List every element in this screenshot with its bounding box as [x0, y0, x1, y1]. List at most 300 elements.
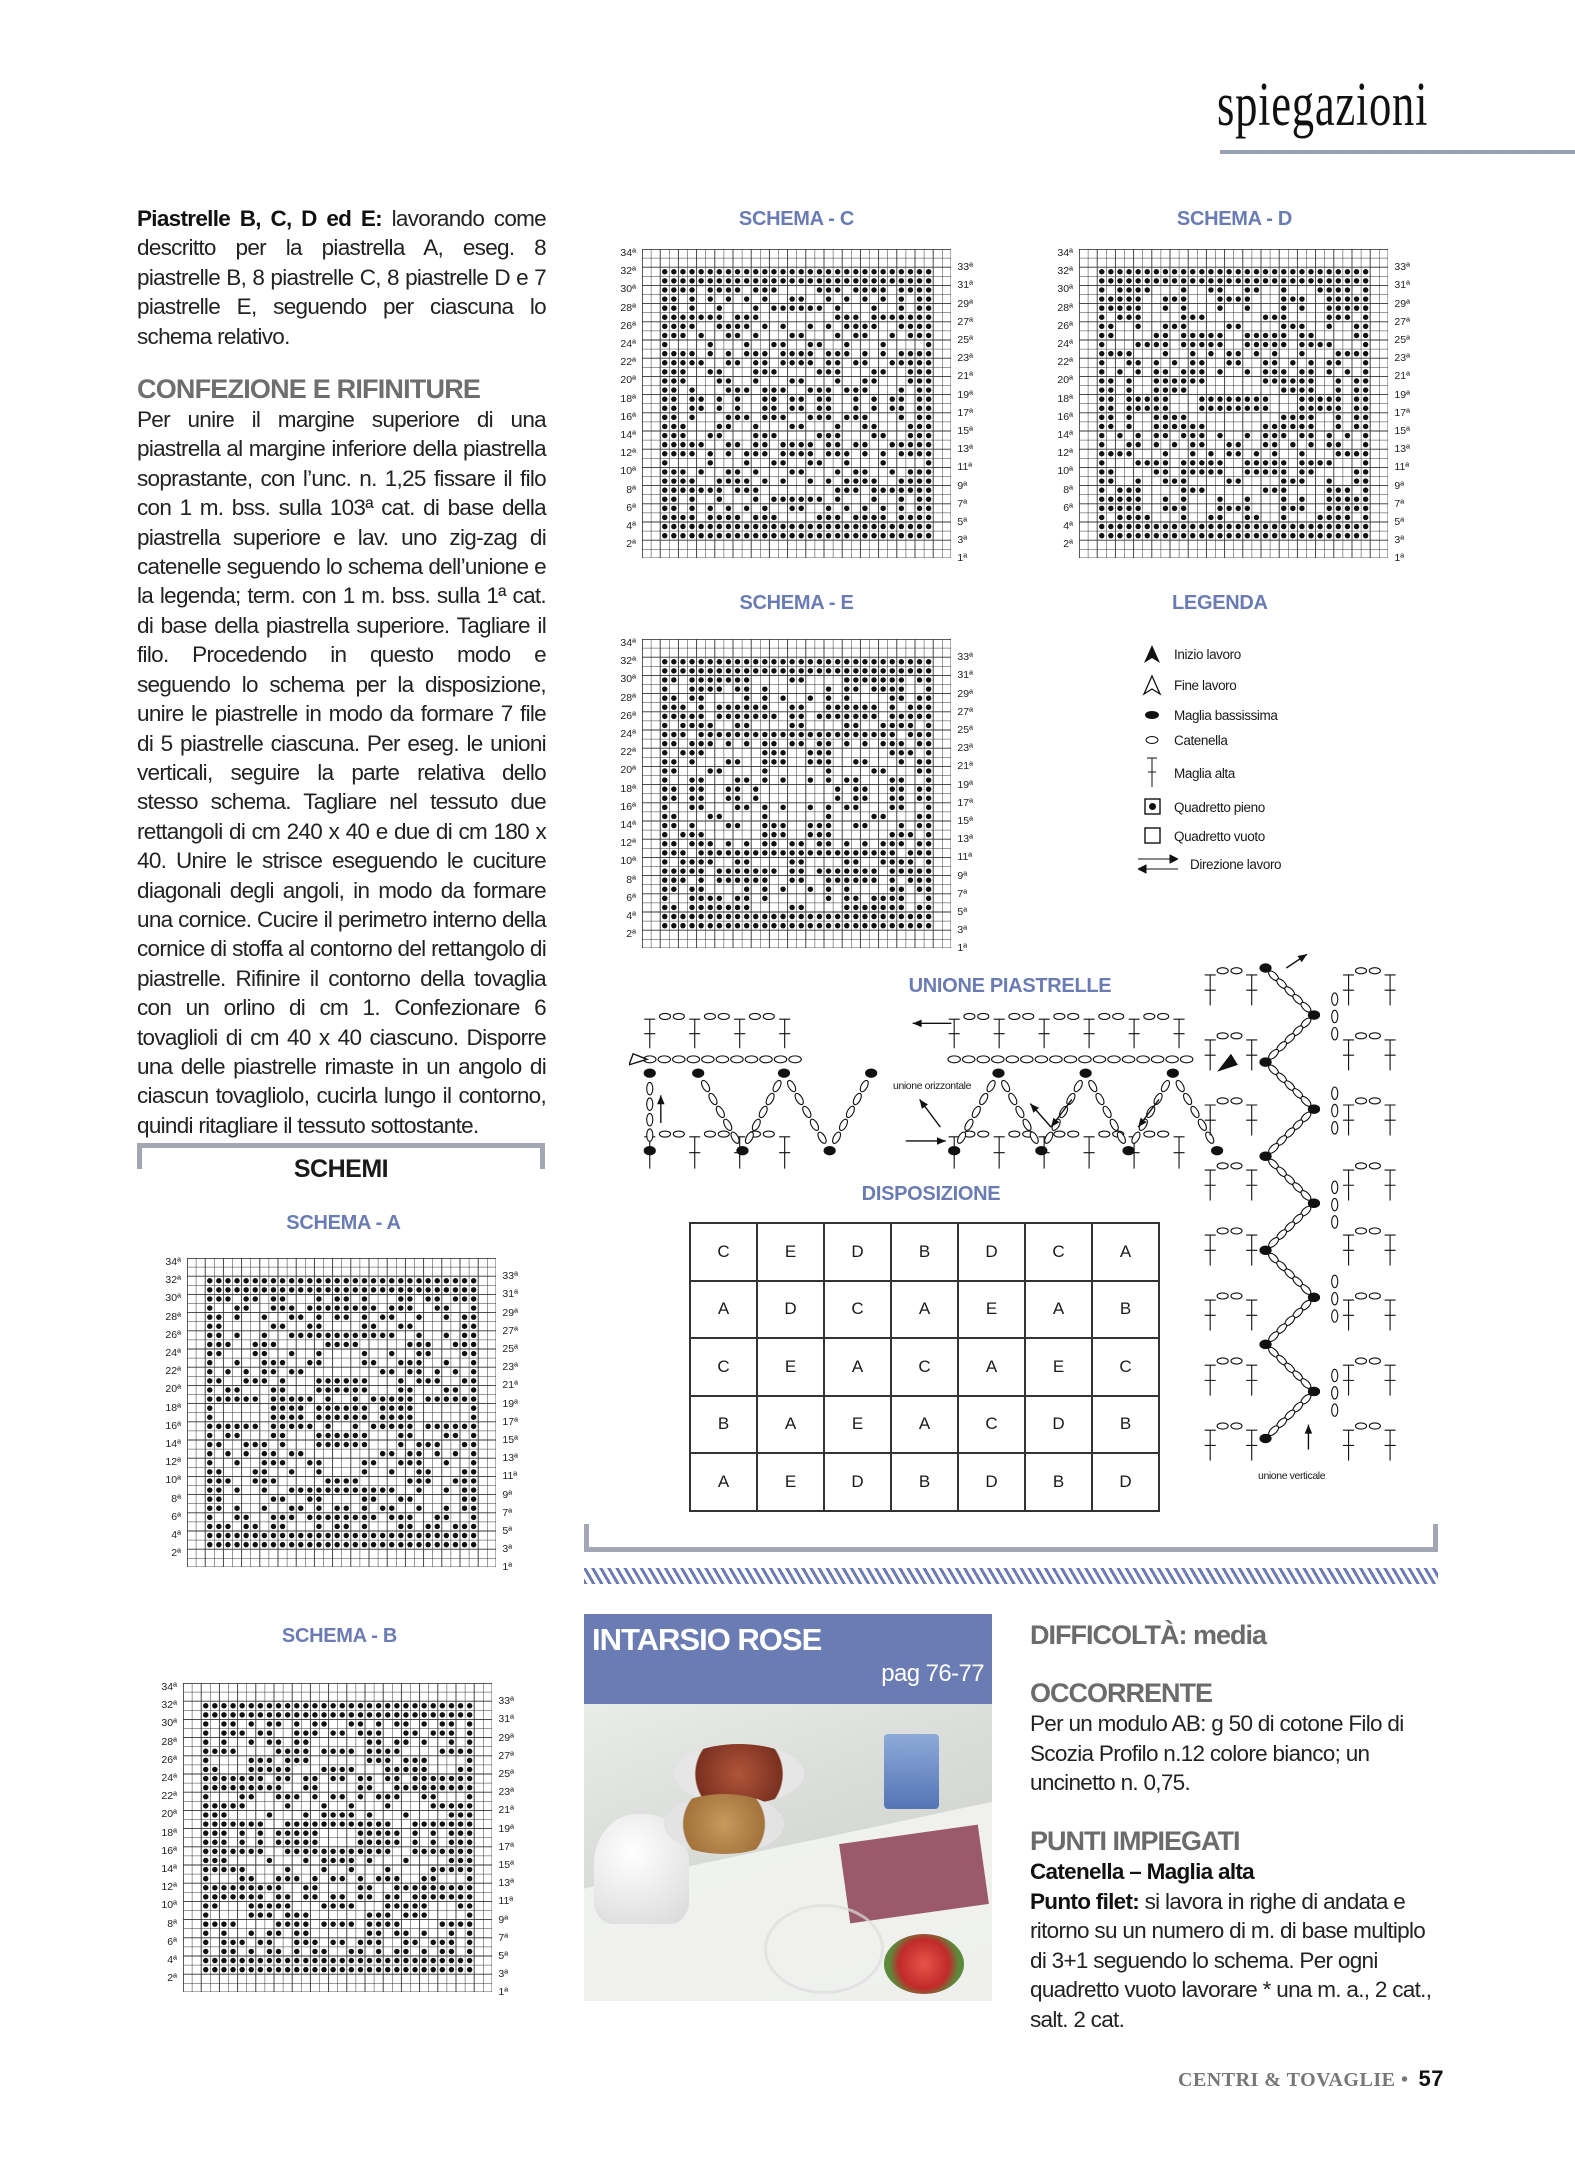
- chain-stitch: [1217, 1423, 1228, 1429]
- filled-square-dot: [1181, 387, 1186, 392]
- filled-square-dot: [917, 451, 922, 456]
- filled-square-dot: [1327, 524, 1332, 529]
- filled-square-dot: [1126, 451, 1131, 456]
- filled-square-dot: [808, 695, 813, 700]
- chain-stitch: [1113, 1013, 1124, 1019]
- direction-arrow-icon: [906, 1137, 946, 1145]
- filled-square-dot: [234, 1542, 239, 1547]
- filled-square-dot: [216, 1524, 221, 1529]
- filled-square-dot: [203, 1849, 208, 1854]
- filled-square-dot: [789, 360, 794, 365]
- filled-square-dot: [380, 1506, 385, 1511]
- filled-square-dot: [207, 1487, 212, 1492]
- filled-square-dot: [216, 1542, 221, 1547]
- filled-square-dot: [462, 1533, 467, 1538]
- filled-square-dot: [1308, 378, 1313, 383]
- chain-stitch: [1158, 1131, 1169, 1137]
- filled-square-dot: [899, 777, 904, 782]
- filled-square-dot: [307, 1287, 312, 1292]
- filled-square-dot: [1117, 296, 1122, 301]
- filled-square-dot: [1108, 396, 1113, 401]
- filled-square-dot: [1245, 497, 1250, 502]
- filled-square-dot: [926, 305, 931, 310]
- filled-square-dot: [234, 1506, 239, 1511]
- filled-square-dot: [1281, 478, 1286, 483]
- filled-square-dot: [1126, 424, 1131, 429]
- filled-square-dot: [253, 1442, 258, 1447]
- filled-square-dot: [258, 1776, 263, 1781]
- filled-square-dot: [662, 524, 667, 529]
- filled-square-dot: [789, 442, 794, 447]
- row-label: 16ª: [161, 1844, 177, 1857]
- direction-arrow-icon: [1030, 1104, 1051, 1128]
- filled-square-dot: [835, 269, 840, 274]
- filled-square-dot: [826, 406, 831, 411]
- filled-square-dot: [1190, 442, 1195, 447]
- filled-square-dot: [212, 1840, 217, 1845]
- filled-square-dot: [890, 832, 895, 837]
- filled-square-dot: [334, 1524, 339, 1529]
- row-label: 2ª: [626, 928, 636, 941]
- filled-square-dot: [698, 841, 703, 846]
- filled-square-dot: [416, 1442, 421, 1447]
- filled-square-dot: [285, 1749, 290, 1754]
- filled-square-dot: [926, 442, 931, 447]
- filled-square-dot: [1217, 433, 1222, 438]
- filled-square-dot: [303, 1967, 308, 1972]
- filled-square-dot: [662, 659, 667, 664]
- filled-square-dot: [862, 841, 867, 846]
- row-label: 5ª: [502, 1524, 513, 1537]
- filled-square-dot: [376, 1703, 381, 1708]
- filled-square-dot: [1108, 478, 1113, 483]
- filet-grid-svg: [183, 1683, 492, 1992]
- filled-square-dot: [362, 1278, 367, 1283]
- filled-square-dot: [1263, 406, 1268, 411]
- filled-square-dot: [330, 1940, 335, 1945]
- filled-square-dot: [325, 1415, 330, 1420]
- filled-square-dot: [1254, 533, 1259, 538]
- filled-square-dot: [440, 1721, 445, 1726]
- filled-square-dot: [1299, 333, 1304, 338]
- filled-square-dot: [358, 1885, 363, 1890]
- filled-square-dot: [294, 1949, 299, 1954]
- row-label: 26ª: [161, 1753, 177, 1766]
- filled-square-dot: [1327, 324, 1332, 329]
- filled-square-dot: [1245, 406, 1250, 411]
- filled-square-dot: [808, 832, 813, 837]
- chain-stitch: [647, 1082, 653, 1094]
- filled-square-dot: [844, 705, 849, 710]
- filled-square-dot: [826, 396, 831, 401]
- filled-square-dot: [440, 1803, 445, 1808]
- filled-square-dot: [662, 668, 667, 673]
- filled-square-dot: [890, 777, 895, 782]
- filled-square-dot: [221, 1858, 226, 1863]
- filled-square-dot: [680, 478, 685, 483]
- filled-square-dot: [303, 1703, 308, 1708]
- filled-square-dot: [1290, 387, 1295, 392]
- filled-square-dot: [425, 1424, 430, 1429]
- filled-square-dot: [271, 1524, 276, 1529]
- filled-square-dot: [285, 1821, 290, 1826]
- filled-square-dot: [1154, 278, 1159, 283]
- double-crochet-stitch: [1246, 975, 1257, 1005]
- filled-square-dot: [340, 1776, 345, 1781]
- row-label: 4ª: [167, 1954, 177, 1966]
- filled-square-dot: [425, 1278, 430, 1283]
- filled-square-dot: [899, 796, 904, 801]
- filled-square-dot: [1099, 524, 1104, 529]
- filled-square-dot: [1354, 296, 1359, 301]
- chain-stitch: [978, 1092, 989, 1106]
- filled-square-dot: [899, 524, 904, 529]
- filled-square-dot: [662, 460, 667, 465]
- filled-square-dot: [416, 1278, 421, 1283]
- filled-square-dot: [253, 1542, 258, 1547]
- filled-square-dot: [330, 1849, 335, 1854]
- filled-square-dot: [862, 296, 867, 301]
- filled-square-dot: [340, 1749, 345, 1754]
- filled-square-dot: [1354, 533, 1359, 538]
- filled-square-dot: [717, 896, 722, 901]
- filled-square-dot: [1135, 324, 1140, 329]
- slip-stitch-dot: [644, 1069, 655, 1077]
- filled-square-dot: [303, 1785, 308, 1790]
- filled-square-dot: [1208, 396, 1213, 401]
- filled-square-dot: [358, 1949, 363, 1954]
- chain-stitch: [1231, 1163, 1242, 1169]
- filled-square-dot: [1272, 269, 1277, 274]
- filled-square-dot: [1272, 278, 1277, 283]
- filled-square-dot: [762, 668, 767, 673]
- filled-square-dot: [917, 333, 922, 338]
- filled-square-dot: [844, 460, 849, 465]
- filled-square-dot: [698, 469, 703, 474]
- filled-square-dot: [826, 750, 831, 755]
- filled-square-dot: [917, 524, 922, 529]
- filled-square-dot: [862, 378, 867, 383]
- filled-square-dot: [212, 1921, 217, 1926]
- filled-square-dot: [376, 1794, 381, 1799]
- filled-square-dot: [671, 433, 676, 438]
- filled-square-dot: [203, 1712, 208, 1717]
- filled-square-dot: [1308, 369, 1313, 374]
- filled-square-dot: [435, 1515, 440, 1520]
- filled-square-dot: [1336, 296, 1341, 301]
- filled-square-dot: [799, 497, 804, 502]
- filled-square-dot: [762, 841, 767, 846]
- filled-square-dot: [671, 378, 676, 383]
- chain-stitch: [1050, 1056, 1062, 1063]
- filled-square-dot: [398, 1324, 403, 1329]
- filled-square-dot: [680, 487, 685, 492]
- filled-square-dot: [334, 1515, 339, 1520]
- filled-square-dot: [835, 369, 840, 374]
- chain-stitch: [1099, 1013, 1110, 1019]
- filled-square-dot: [717, 378, 722, 383]
- filled-square-dot: [385, 1958, 390, 1963]
- filled-square-dot: [431, 1712, 436, 1717]
- filled-square-dot: [771, 497, 776, 502]
- filled-square-dot: [340, 1858, 345, 1863]
- tile-cell: A: [690, 1281, 757, 1339]
- filled-square-dot: [808, 269, 813, 274]
- filled-square-dot: [271, 1515, 276, 1520]
- filled-square-dot: [853, 877, 858, 882]
- filled-square-dot: [203, 1739, 208, 1744]
- chain-stitch: [1217, 1293, 1228, 1299]
- filled-square-dot: [1217, 269, 1222, 274]
- filled-square-dot: [416, 1342, 421, 1347]
- filled-square-dot: [1172, 296, 1177, 301]
- filled-square-dot: [880, 342, 885, 347]
- filled-square-dot: [744, 914, 749, 919]
- chain-stitch: [1101, 1105, 1112, 1119]
- filled-square-dot: [367, 1830, 372, 1835]
- filled-square-dot: [431, 1867, 436, 1872]
- filled-square-dot: [662, 497, 667, 502]
- filled-square-dot: [398, 1515, 403, 1520]
- filled-square-dot: [808, 759, 813, 764]
- filled-square-dot: [1354, 406, 1359, 411]
- filled-square-dot: [735, 659, 740, 664]
- filled-square-dot: [680, 923, 685, 928]
- double-crochet-stitch: [1385, 1105, 1396, 1135]
- filled-square-dot: [917, 278, 922, 283]
- filled-square-dot: [662, 324, 667, 329]
- tile-cell: C: [690, 1223, 757, 1281]
- filled-square-dot: [1308, 406, 1313, 411]
- filled-square-dot: [203, 1767, 208, 1772]
- filled-square-dot: [689, 859, 694, 864]
- filled-square-dot: [298, 1369, 303, 1374]
- filled-square-dot: [835, 451, 840, 456]
- filled-square-dot: [353, 1387, 358, 1392]
- filled-square-dot: [1108, 469, 1113, 474]
- filled-square-dot: [1199, 433, 1204, 438]
- filled-square-dot: [680, 524, 685, 529]
- filled-square-dot: [799, 723, 804, 728]
- filled-square-dot: [726, 533, 731, 538]
- filled-square-dot: [1345, 497, 1350, 502]
- horizontal-union-label: unione orizzontale: [893, 1080, 972, 1092]
- filled-square-dot: [344, 1524, 349, 1529]
- filled-square-dot: [871, 287, 876, 292]
- row-label: 17ª: [1394, 406, 1410, 419]
- filled-square-dot: [771, 415, 776, 420]
- filled-square-dot: [316, 1387, 321, 1392]
- filled-square-dot: [262, 1487, 267, 1492]
- filled-square-dot: [680, 914, 685, 919]
- filled-square-dot: [271, 1478, 276, 1483]
- filled-square-dot: [221, 1749, 226, 1754]
- chain-stitch: [1231, 968, 1242, 974]
- filled-square-dot: [243, 1305, 248, 1310]
- filled-square-dot: [689, 396, 694, 401]
- filled-square-dot: [367, 1840, 372, 1845]
- filled-square-dot: [662, 777, 667, 782]
- filled-square-dot: [212, 1812, 217, 1817]
- filled-square-dot: [303, 1931, 308, 1936]
- filled-square-dot: [1263, 369, 1268, 374]
- filled-square-dot: [1299, 460, 1304, 465]
- filled-square-dot: [826, 868, 831, 873]
- filled-square-dot: [926, 333, 931, 338]
- filled-square-dot: [1272, 351, 1277, 356]
- filled-square-dot: [1363, 442, 1368, 447]
- filled-square-dot: [389, 1333, 394, 1338]
- tile-cell: C: [1092, 1338, 1159, 1396]
- filled-square-dot: [844, 850, 849, 855]
- filled-square-dot: [799, 360, 804, 365]
- filled-square-dot: [826, 360, 831, 365]
- filled-square-dot: [817, 415, 822, 420]
- filled-square-dot: [1236, 524, 1241, 529]
- row-label: 21ª: [1394, 370, 1410, 383]
- filled-square-dot: [449, 1730, 454, 1735]
- filled-square-dot: [398, 1305, 403, 1310]
- filled-square-dot: [1199, 424, 1204, 429]
- filled-square-dot: [1172, 524, 1177, 529]
- filled-square-dot: [890, 668, 895, 673]
- filled-square-dot: [440, 1885, 445, 1890]
- filled-square-dot: [1308, 269, 1313, 274]
- schema-a-grid: [165, 1256, 518, 1574]
- filled-square-dot: [471, 1442, 476, 1447]
- filled-square-dot: [753, 515, 758, 520]
- filled-square-dot: [917, 533, 922, 538]
- filled-square-dot: [799, 278, 804, 283]
- filled-square-dot: [1117, 515, 1122, 520]
- tile-cell: C: [891, 1338, 958, 1396]
- filled-square-dot: [1299, 296, 1304, 301]
- filled-square-dot: [1208, 451, 1213, 456]
- filled-square-dot: [1117, 433, 1122, 438]
- filled-square-dot: [1327, 315, 1332, 320]
- filled-square-dot: [421, 1903, 426, 1908]
- row-label: 8ª: [171, 1492, 181, 1505]
- filled-square-dot: [926, 460, 931, 465]
- filled-square-dot: [321, 1921, 326, 1926]
- filled-square-dot: [753, 923, 758, 928]
- filled-square-dot: [1308, 415, 1313, 420]
- filled-square-dot: [1217, 497, 1222, 502]
- filled-square-dot: [708, 369, 713, 374]
- filled-square-dot: [385, 1794, 390, 1799]
- filled-square-dot: [376, 1821, 381, 1826]
- filled-square-dot: [416, 1360, 421, 1365]
- filled-square-dot: [753, 705, 758, 710]
- filled-square-dot: [899, 287, 904, 292]
- chain-stitch: [1137, 1056, 1149, 1063]
- filled-square-dot: [1263, 424, 1268, 429]
- filled-square-dot: [425, 1533, 430, 1538]
- filled-square-dot: [780, 823, 785, 828]
- filled-square-dot: [1199, 333, 1204, 338]
- filled-square-dot: [826, 659, 831, 664]
- chain-stitch: [704, 1013, 715, 1019]
- filled-square-dot: [835, 714, 840, 719]
- filled-square-dot: [680, 877, 685, 882]
- filled-square-dot: [890, 723, 895, 728]
- filled-square-dot: [1299, 387, 1304, 392]
- filled-square-dot: [1327, 478, 1332, 483]
- chain-stitch: [1065, 1092, 1076, 1106]
- filled-square-dot: [458, 1776, 463, 1781]
- filled-square-dot: [762, 914, 767, 919]
- filled-square-dot: [708, 741, 713, 746]
- filled-square-dot: [744, 460, 749, 465]
- row-label: 26ª: [620, 319, 636, 332]
- filled-square-dot: [762, 868, 767, 873]
- slip-stitch-dot: [1260, 1058, 1271, 1066]
- filled-square-dot: [367, 1821, 372, 1826]
- filled-square-dot: [1117, 451, 1122, 456]
- filled-square-dot: [908, 278, 913, 283]
- filled-square-dot: [416, 1378, 421, 1383]
- filled-square-dot: [1281, 369, 1286, 374]
- filled-square-dot: [880, 850, 885, 855]
- filled-square-dot: [416, 1506, 421, 1511]
- filled-square-dot: [698, 750, 703, 755]
- row-label: 25ª: [1394, 333, 1410, 346]
- filled-square-dot: [412, 1967, 417, 1972]
- row-label: 15ª: [957, 424, 973, 437]
- filled-square-dot: [1281, 533, 1286, 538]
- filled-square-dot: [216, 1342, 221, 1347]
- filled-square-dot: [1272, 378, 1277, 383]
- filled-square-dot: [258, 1758, 263, 1763]
- chain-stitch: [749, 1013, 760, 1019]
- filled-square-dot: [862, 506, 867, 511]
- filled-square-dot: [1299, 469, 1304, 474]
- tile-cell: A: [891, 1281, 958, 1339]
- schema-b-title: SCHEMA - B: [281, 1625, 398, 1647]
- filled-square-dot: [1354, 351, 1359, 356]
- chain-stitch: [1007, 1092, 1018, 1106]
- filled-square-dot: [662, 506, 667, 511]
- filled-square-dot: [344, 1405, 349, 1410]
- filled-square-dot: [862, 732, 867, 737]
- filled-square-dot: [1163, 406, 1168, 411]
- filled-square-dot: [744, 695, 749, 700]
- chain-stitch: [809, 1118, 821, 1132]
- filled-square-dot: [353, 1305, 358, 1310]
- slip-stitch-dot: [1212, 1147, 1223, 1155]
- filled-square-dot: [407, 1478, 412, 1483]
- filled-square-dot: [1327, 506, 1332, 511]
- filled-square-dot: [239, 1867, 244, 1872]
- filled-square-dot: [671, 406, 676, 411]
- filled-square-dot: [1154, 469, 1159, 474]
- filled-square-dot: [376, 1912, 381, 1917]
- filled-square-dot: [1145, 406, 1150, 411]
- filled-square-dot: [844, 723, 849, 728]
- filled-square-dot: [1263, 333, 1268, 338]
- filled-square-dot: [262, 1360, 267, 1365]
- double-crochet-stitch: [1205, 1105, 1216, 1135]
- filled-square-dot: [799, 868, 804, 873]
- filled-square-dot: [398, 1542, 403, 1547]
- row-label: 30ª: [165, 1292, 181, 1305]
- filled-square-dot: [1245, 296, 1250, 301]
- filled-square-dot: [789, 396, 794, 401]
- filled-square-dot: [289, 1487, 294, 1492]
- filled-square-dot: [444, 1487, 449, 1492]
- double-crochet-stitch: [1246, 1105, 1257, 1135]
- chain-stitch: [1332, 1404, 1338, 1416]
